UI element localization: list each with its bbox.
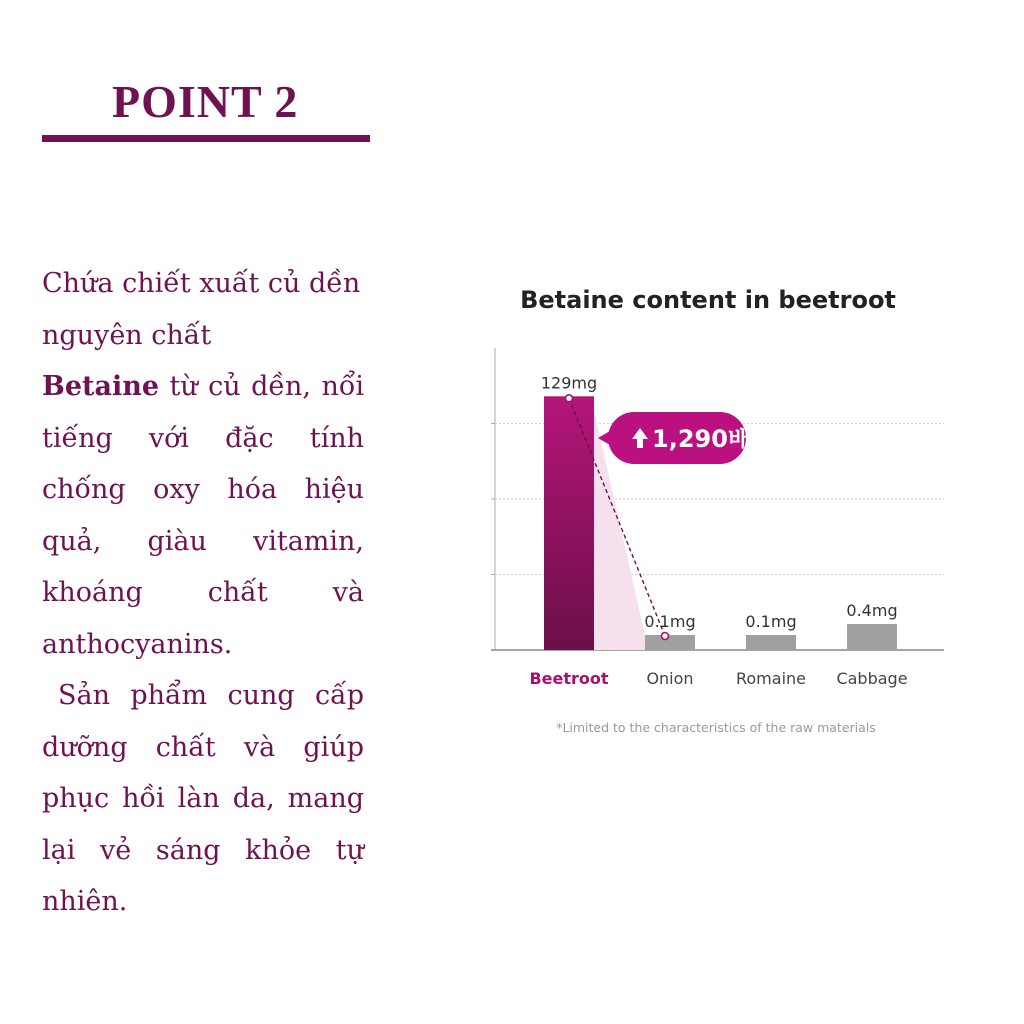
data-label-beetroot: 129mg <box>540 373 598 393</box>
highlight-betaine: Betaine <box>42 371 160 402</box>
data-label-romaine: 0.1mg <box>745 612 797 631</box>
x-tick-cabbage: Cabbage <box>836 669 908 688</box>
description-line-2 <box>42 361 364 670</box>
marker-onion <box>662 633 669 640</box>
betaine-chart <box>470 270 970 750</box>
description-line-1: Chứa chiết xuất củ dền nguyên chất <box>42 268 361 351</box>
data-label-onion: 0.1mg <box>644 612 696 631</box>
chart-footnote: *Limited to the characteristics of the raw materials <box>556 720 876 735</box>
description-line-2-text: từ củ dền, nổi tiếng với đặc tính chống oxy hóa hiệu quả, giàu vitamin, khoáng chất và anthocyanins. <box>42 371 364 660</box>
multiplier-callout <box>598 412 751 464</box>
chart-title: Betaine content in beetroot <box>520 286 896 314</box>
page-title: POINT 2 <box>112 76 299 127</box>
bar-romaine <box>746 635 796 650</box>
x-tick-romaine: Romaine <box>735 669 807 688</box>
bar-beetroot <box>544 396 594 650</box>
bar-cabbage <box>847 624 897 650</box>
description-line-3: Sản phẩm cung cấp dưỡng chất và giúp phục hồi làn da, mang lại vẻ sáng khỏe tự nhiên. <box>42 680 364 917</box>
title-underline <box>42 135 370 142</box>
x-tick-beetroot: Beetroot <box>529 669 609 688</box>
bar-onion <box>645 635 695 650</box>
callout-label: 1,290배 <box>652 425 752 453</box>
x-tick-onion: Onion <box>646 669 694 688</box>
marker-beetroot <box>566 395 573 402</box>
description <box>42 258 364 928</box>
data-label-cabbage: 0.4mg <box>846 601 898 620</box>
